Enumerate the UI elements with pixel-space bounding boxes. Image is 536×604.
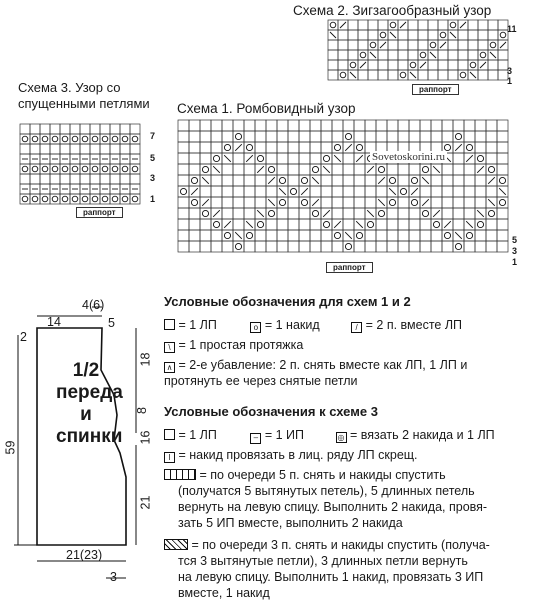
legend12-heading: Условные обозначения для схем 1 и 2 (164, 294, 411, 309)
legend-text: вместе, 1 накид (178, 586, 270, 600)
legend-text: вернуть на левую спицу. Выполнить 2 накида, провя- (178, 500, 488, 514)
double-decrease-icon: ∧ (164, 362, 175, 373)
legend-text: = 1 ЛП (178, 428, 217, 442)
legend-text: (получатся 5 вытянутых петель), 5 длинных петель (178, 484, 475, 498)
scheme2-grid (328, 20, 508, 90)
purl-stitch-icon: – (250, 433, 261, 444)
legend3-row1 (164, 428, 495, 444)
dim-shoulder: 14 (47, 315, 61, 329)
dim-width: 21(23) (66, 548, 103, 562)
slip-pass-icon: \ (164, 342, 175, 353)
scheme3-rapport: раппорт (76, 207, 123, 218)
legend-text: = по очереди 3 п. снять и накиды спустить (получа- (191, 538, 490, 552)
legend-text: = 2-е убавление: 2 п. снять вместе как ЛП, 1 ЛП и (178, 358, 468, 372)
scheme1-row-label: 1 (512, 257, 518, 267)
scheme1-watermark: Sovetoskorini.ru (372, 151, 446, 163)
scheme3-title-line2: спущенными петлями (18, 96, 150, 111)
legend3-row3 (164, 468, 446, 483)
legend-text: протянуть ее через снятые петли (164, 374, 358, 388)
dim-c: 16 (138, 430, 153, 445)
legend-text: = 1 простая протяжка (178, 338, 304, 352)
scheme1-grid (178, 120, 510, 260)
legend-text: = 1 накид (264, 318, 320, 332)
scheme1-rapport: раппорт (326, 262, 373, 273)
dim-side: 59 (3, 440, 18, 455)
scheme1-title: Схема 1. Ромбовидный узор (177, 101, 356, 116)
scheme3-row-label: 1 (150, 194, 156, 204)
legend-text: = 2 п. вместе ЛП (365, 318, 463, 332)
legend12-row1 (164, 318, 462, 333)
knit-stitch-icon (164, 429, 175, 440)
scheme3-title-line1: Схема 3. Узор со (18, 80, 121, 95)
scheme1-row-label: 3 (512, 246, 518, 256)
legend3-heading: Условные обозначения к схеме 3 (164, 404, 378, 419)
scheme3-row-label: 3 (150, 173, 156, 183)
legend-text: = вязать 2 накида и 1 ЛП (349, 428, 495, 442)
dim-top: 4(6) (82, 298, 105, 312)
scheme2-row-label: 11 (507, 24, 517, 34)
scheme1-row-label: 5 (512, 235, 518, 245)
legend-text: = 1 ИП (264, 428, 305, 442)
legend-text: зать 5 ИП вместе, выполнить 2 накида (178, 516, 403, 530)
drop-three-icon (164, 539, 188, 550)
scheme3-grid (20, 124, 145, 206)
scheme2-title: Схема 2. Зигзагообразный узор (293, 3, 492, 18)
k2tog-icon: / (351, 322, 362, 333)
legend-text: тся 3 вытянутые петли), 3 длинных петли вернуть (178, 554, 468, 568)
knit-stitch-icon (164, 319, 175, 330)
legend-text: на левую спицу. Выполнить 1 накид, провязать 3 ИП (178, 570, 484, 584)
legend3-row4 (164, 538, 490, 553)
legend3-row2 (164, 448, 418, 463)
dim-neck: 5 (108, 316, 115, 330)
legend-text: = по очереди 5 п. снять и накиды спустить (199, 468, 446, 482)
dim-armhole: 18 (138, 352, 153, 367)
double-yarn-over-icon: ◎ (336, 432, 347, 443)
yarn-over-icon: o (250, 322, 261, 333)
legend-text: = 1 ЛП (178, 318, 217, 332)
scheme3-row-label: 7 (150, 131, 156, 141)
scheme2-rapport: раппорт (412, 84, 459, 95)
drop-five-icon (164, 469, 196, 480)
scheme3-row-label: 5 (150, 153, 156, 163)
scheme2-row-label: 3 (507, 66, 513, 76)
dim-hem: 3 (110, 570, 117, 584)
scheme2-row-label: 1 (507, 76, 513, 86)
pattern-title: 1/2 переда и спинки (56, 360, 123, 447)
legend12-row2 (164, 338, 303, 353)
crossed-knit-icon: I (164, 452, 175, 463)
legend12-row3 (164, 358, 467, 373)
dim-b: 8 (134, 407, 149, 414)
dim-a: 2 (20, 330, 27, 344)
legend-text: = накид провязать в лиц. ряду ЛП скрещ. (178, 448, 418, 462)
dim-bottom-h: 21 (138, 495, 153, 510)
